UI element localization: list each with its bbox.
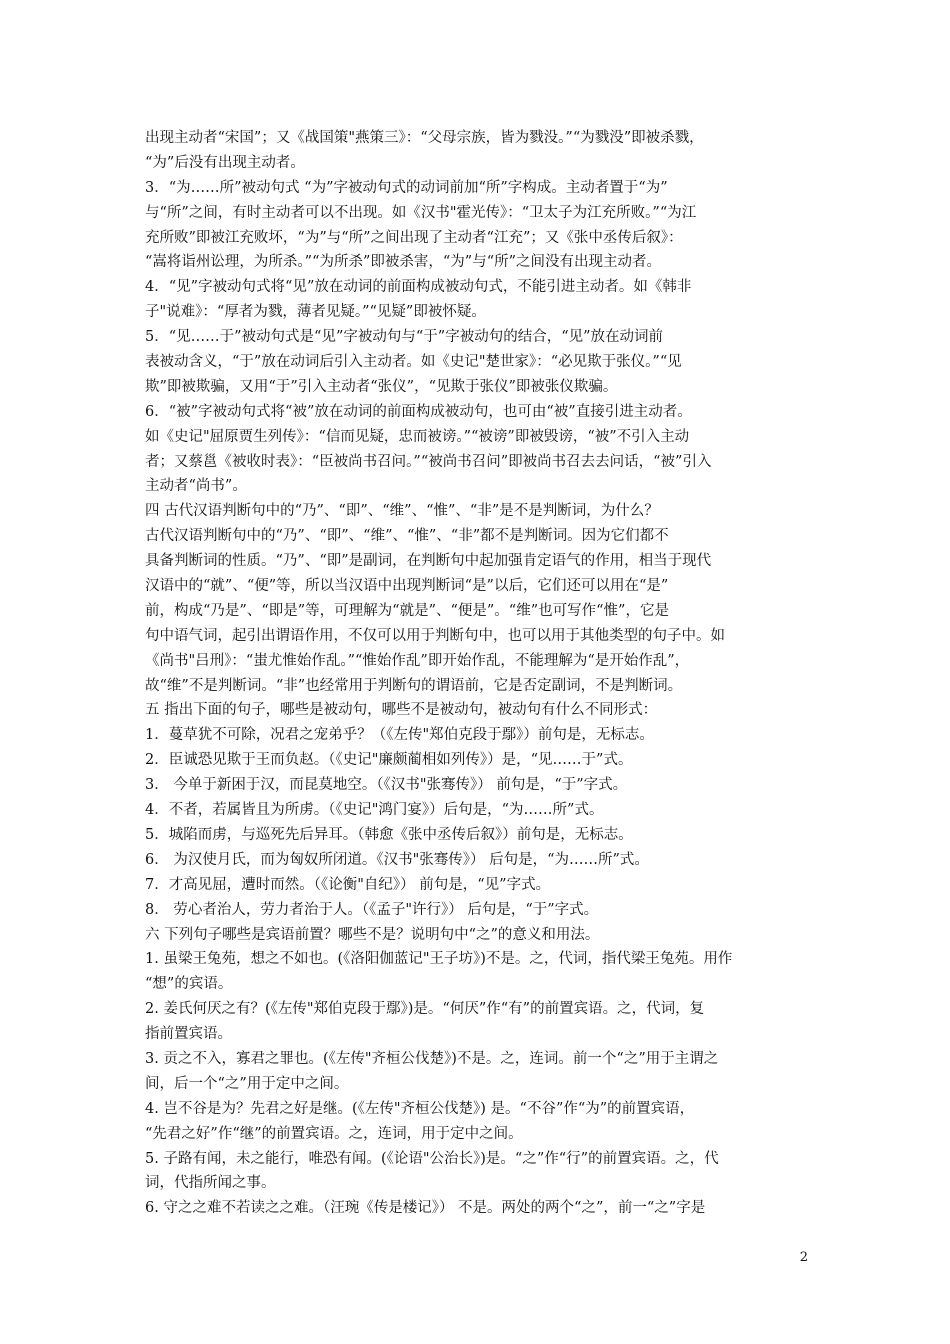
text-line: 5．“见……于”被动句式是“见”字被动句与“于”字被动句的结合，“见”放在动词前 (145, 329, 664, 346)
text-line: 古代汉语判断句中的“乃”、“即”、“维”、“惟”、“非”都不是判断词。因为它们都不 (145, 528, 669, 545)
text-line: 充所败”即被江充败坏，“为”与“所”之间出现了主动者“江充”；又《张中丞传后叙》： (145, 229, 683, 246)
text-line: 7．才高见屈，遭时而然。（《论衡"自纪》） 前句是，“见”字式。 (145, 876, 551, 893)
text-line: 主动者“尚书”。 (145, 478, 247, 495)
text-line: 句中语气词，起引出谓语作用，不仅可以用于判断句中，也可以用于其他类型的句子中。如 (145, 627, 725, 644)
text-line: 5．城陷而虏，与巡死先后异耳。（韩愈《张中丞传后叙》）前句是，无标志。 (145, 826, 633, 843)
text-line: 出现主动者“宋国”；又《战国策"燕策三》：“父母宗族，皆为戮没。”“为戮没”即被杀戮， (145, 130, 704, 146)
text-line: 1．蔓草犹不可除，况君之宠弟乎？（《左传"郑伯克段于鄢》）前句是，无标志。 (145, 727, 654, 744)
text-line: 间，后一个“之”用于定中之间。 (145, 1075, 349, 1092)
page-number: 2 (799, 1250, 808, 1265)
text-line: 5. 子路有闻，未之能行，唯恐有闻。(《论语"公治长》)是。“之”作“行”的前置宾语。之，代 (145, 1150, 719, 1167)
text-line: 汉语中的“就”、“便”等，所以当汉语中出现判断词“是”以后，它们还可以用在“是” (145, 578, 669, 595)
text-line: 与“所”之间，有时主动者可以不出现。如《汉书"霍光传》：“卫太子为江充所败。”“为江 (145, 204, 697, 221)
text-line: 4．“见”字被动句式将“见”放在动词的前面构成被动句式，不能引进主动者。如《韩非 (145, 279, 692, 296)
text-line: 4. 岂不谷是为？先君之好是继。(《左传"齐桓公伐楚》) 是。“不谷”作“为”的前置宾语， (145, 1100, 695, 1117)
text-line: 者；又蔡邕《被收时表》：“臣被尚书召问。”“被尚书召问”即被尚书召去去问话，“被”引入 (145, 453, 712, 470)
text-line: 欺”即被欺骗，又用“于”引入主动者“张仪”，“见欺于张仪”即被张仪欺骗。 (145, 378, 618, 395)
text-line: 指前置宾语。 (145, 1026, 232, 1043)
text-line: 前，构成“乃是”、“即是”等，可理解为“就是”、“便是”。“维”也可写作“惟”，它是 (145, 602, 669, 619)
text-line: 表被动含义，“于”放在动词后引入主动者。如《史记"楚世家》：“必见欺于张仪。”“见 (145, 354, 682, 371)
text-line: 3. 贡之不入，寡君之罪也。(《左传"齐桓公伐楚》)不是。之，连词。前一个“之”用于主谓之 (145, 1050, 719, 1067)
text-line: “为”后没有出现主动者。 (145, 154, 305, 171)
text-line: 2．臣诚恐见欺于王而负赵。（《史记"廉颇蔺相如列传》）是，“见……于”式。 (145, 752, 633, 769)
text-line: 8． 劳心者治人，劳力者治于人。（《孟子"许行》） 后句是，“于”字式。 (145, 901, 599, 918)
text-line: 6． 为汉使月氏，而为匈奴所闭道。《汉书"张骞传》） 后句是，“为……所”式。 (145, 851, 649, 868)
text-line: 如《史记"屈原贾生列传》：“信而见疑，忠而被谤。”“被谤”即被毁谤，“被”不引入主动 (145, 428, 690, 445)
section-heading: 五 指出下面的句子，哪些是被动句，哪些不是被动句，被动句有什么不同形式： (145, 702, 658, 719)
text-line: 6．“被”字被动句式将“被”放在动词的前面构成被动句，也可由“被”直接引进主动者。 (145, 403, 692, 420)
text-line: 3．“为……所”被动句式 “为”字被动句式的动词前加“所”字构成。主动者置于“为” (145, 179, 668, 196)
text-line: 2. 姜氏何厌之有？(《左传"郑伯克段于鄢》)是。“何厌”作“有”的前置宾语。之，代词，复 (145, 1001, 705, 1018)
text-line: “嵩将诣州讼理，为所杀。”“为所杀”即被杀害，“为”与“所”之间没有出现主动者。 (145, 254, 662, 271)
text-line: “想”的宾语。 (145, 976, 233, 993)
text-line: 6. 守之之难不若读之之难。（汪琬《传是楼记》） 不是。两处的两个“之”，前一“之”字是 (145, 1200, 706, 1217)
text-line: 3． 今单于新困于汉，而昆莫地空。（《汉书"张骞传》） 前句是，“于”字式。 (145, 777, 628, 794)
text-line: 故“维”不是判断词。“非”也经常用于判断句的谓语前，它是否定副词，不是判断词。 (145, 677, 683, 694)
text-line: 具备判断词的性质。“乃”、“即”是副词，在判断句中起加强肯定语气的作用，相当于现代 (145, 553, 712, 570)
section-heading: 四 古代汉语判断句中的“乃”、“即”、“维”、“惟”、“非”是不是判断词，为什么？ (145, 503, 659, 520)
text-line: 词，代指所闻之事。 (145, 1175, 276, 1192)
section-heading: 六 下列句子哪些是宾语前置？哪些不是？说明句中“之”的意义和用法。 (145, 926, 600, 943)
document-body (145, 126, 807, 1221)
text-line: “先君之好”作“继”的前置宾语。之，连词，用于定中之间。 (145, 1125, 523, 1142)
text-line: 1. 虽梁王兔苑，想之不如也。(《洛阳伽蓝记"王子坊》)不是。之，代词，指代梁王兔苑。用作 (145, 951, 733, 968)
text-line: 子"说难》：“厚者为戮，薄者见疑。”“见疑”即被怀疑。 (145, 304, 486, 321)
text-line: 4．不者，若属皆且为所虏。（《史记"鸿门宴》）后句是，“为……所”式。 (145, 802, 604, 819)
text-line: 《尚书"吕刑》：“蚩尤惟始作乱。”“惟始作乱”即开始作乱，不能理解为“是开始作乱”， (145, 652, 690, 669)
